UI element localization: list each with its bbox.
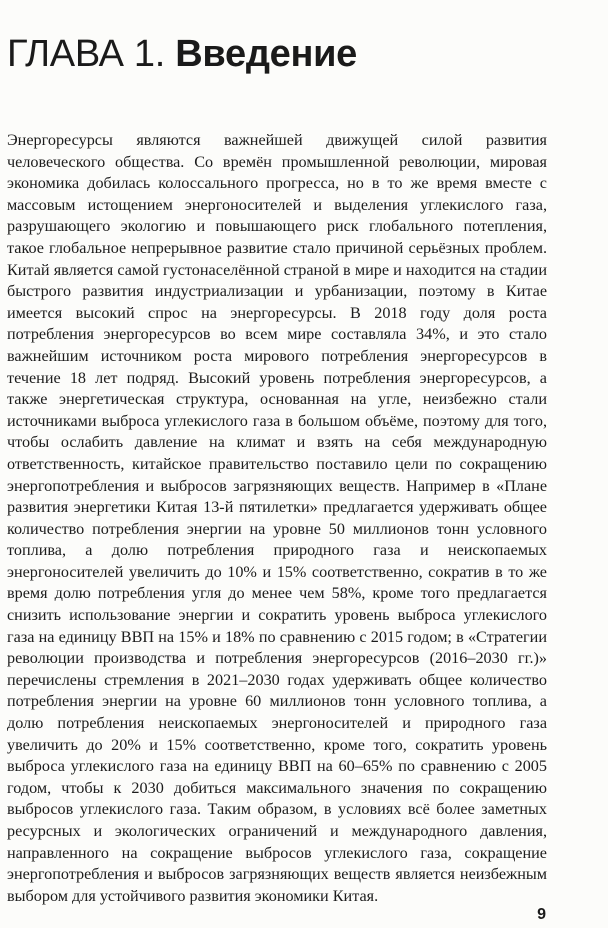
body-paragraph: Энергоресурсы являются важнейшей движущей силой развития человеческого общества. Со времён промышленной революции, мировая экономика добилась колоссального прогресса, но в то же время вместе с массовым истощением энергоносителей и выделения углекислого газа, разрушающего экологию и повышающего риск глобального потепления, такое глобальное непрерывное развитие стало причиной серьёзных проблем. Китай является самой густонаселённой страной в мире и находится на стадии быстрого развития индустриализации и урбанизации, поэтому в Китае имеется высокий спрос на энергоресурсы. В 2018 году доля роста потребления энергоресурсов во всем мире составляла 34%, и это стало важнейшим источником роста мирового потребления энергоресурсов в течение 18 лет подряд. Высокий уровень потребления энергоресурсов, а также энергетическая структура, основанная на угле, неизбежно стали источниками выброса углекислого газа в большом объёме, поэтому для того, чтобы ослабить давление на климат и взять на себя международную ответственность, китайское правительство поставило цели по сокращению энергопотребления и выбросов загрязняющих веществ. Например в «Плане развития энергетики Китая 13-й пятилетки» предлагается удерживать общее количество потребления энергии на уровне 50 миллионов тонн условного топлива, а долю потребления природного газа и неископаемых энергоносителей увеличить до 10% и 15% соответственно, сократив в то же время долю потребления угля до менее чем 58%, кроме того предлагается снизить использование энергии и сократить уровень выброса углекислого газа на единицу ВВП на 15% и 18% по сравнению с 2015 годом; в «Стратегии революции производства и потребления энергоресурсов (2016–2030 гг.)» перечислены стремления в 2021–2030 годах удерживать общее количество потребления энергии на уровне 60 миллионов тонн условного топлива, а долю потребления неископаемых энергоносителей и природного газа увеличить до 20% и 15% соответственно, кроме того, сократить уровень выброса углекислого газа на единицу ВВП на 60–65% по сравнению с 2005 годом, чтобы к 2030 добиться максимального значения по сокращению выбросов углекислого газа. Таким образом, в условиях всё более заметных ресурсных и экологических ограничений и международного давления, направленного на сокращение выбросов углекислого газа, сокращение энергопотребления и выбросов загрязняющих веществ является неизбежным выбором для устойчивого развития экономики Китая. xyxy=(7,131,547,905)
page-number: 9 xyxy=(537,906,546,923)
chapter-label: ГЛАВА 1. xyxy=(7,33,166,75)
chapter-name: Введение xyxy=(175,33,358,75)
chapter-title xyxy=(7,32,357,76)
